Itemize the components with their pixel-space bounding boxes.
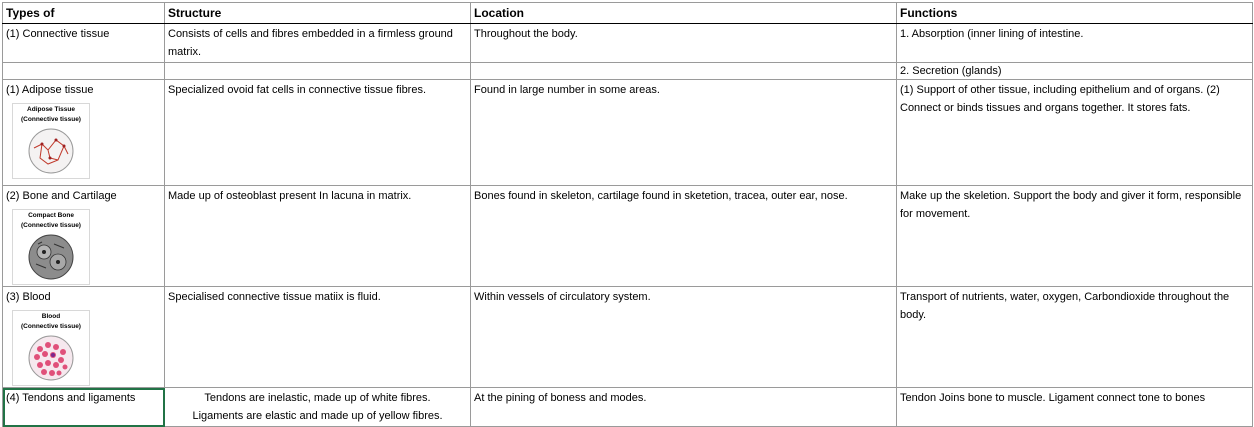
cell-structure[interactable]: Specialised connective tissue matiix is fluid. <box>165 287 471 388</box>
blood-image <box>12 310 90 386</box>
type-label: (1) Adipose tissue <box>6 84 94 96</box>
cell-location[interactable]: Within vessels of circulatory system. <box>471 287 897 388</box>
adipose-tissue-image <box>12 103 90 179</box>
cell-location[interactable] <box>471 63 897 80</box>
cell-location[interactable]: Found in large number in some areas. <box>471 80 897 186</box>
table-row <box>3 388 1253 427</box>
cell-type[interactable]: (1) Connective tissue <box>3 24 165 63</box>
table-row <box>3 63 1253 80</box>
structure-line: Ligaments are elastic and made up of yellow fibres. <box>192 410 443 422</box>
header-location[interactable]: Location <box>471 3 897 24</box>
header-types[interactable]: Types of <box>3 3 165 24</box>
type-label: (2) Bone and Cartilage <box>6 190 117 202</box>
image-title: Blood <box>41 313 61 320</box>
adipose-micrograph-icon <box>28 128 74 174</box>
image-title: Adipose Tissue <box>27 106 75 113</box>
cell-location[interactable]: At the pining of boness and modes. <box>471 388 897 427</box>
cell-functions[interactable]: 1. Absorption (inner lining of intestine. <box>897 24 1253 63</box>
cell-type[interactable] <box>3 287 165 388</box>
cell-functions[interactable]: (1) Support of other tissue, including epithelium and of organs. (2) Connect or binds tissues and organs together. It stores fats. <box>897 80 1253 186</box>
cell-structure[interactable]: Made up of osteoblast present In lacuna in matrix. <box>165 186 471 287</box>
image-subtitle: (Connective tissue) <box>21 116 81 123</box>
cell-functions[interactable]: 2. Secretion (glands) <box>897 63 1253 80</box>
cell-functions[interactable]: Tendon Joins bone to muscle. Ligament connect tone to bones <box>897 388 1253 427</box>
cell-functions[interactable]: Transport of nutrients, water, oxygen, Carbondioxide throughout the body. <box>897 287 1253 388</box>
image-title: Compact Bone <box>28 212 74 219</box>
cell-location[interactable]: Throughout the body. <box>471 24 897 63</box>
compact-bone-image <box>12 209 90 285</box>
blood-micrograph-icon <box>28 335 74 381</box>
cell-location[interactable]: Bones found in skeleton, cartilage found in sketetion, tracea, outer ear, nose. <box>471 186 897 287</box>
header-functions[interactable]: Functions <box>897 3 1253 24</box>
cell-structure[interactable]: Consists of cells and fibres embedded in a firmless ground matrix. <box>165 24 471 63</box>
image-subtitle: (Connective tissue) <box>21 323 81 330</box>
cell-type-selected[interactable]: (4) Tendons and ligaments <box>3 388 165 427</box>
table-row <box>3 80 1253 186</box>
cell-type[interactable] <box>3 80 165 186</box>
cell-structure[interactable]: Specialized ovoid fat cells in connective tissue fibres. <box>165 80 471 186</box>
table-row <box>3 186 1253 287</box>
cell-type[interactable] <box>3 186 165 287</box>
table-row <box>3 24 1253 63</box>
cell-structure[interactable] <box>165 388 471 427</box>
tissue-table <box>2 2 1253 427</box>
image-subtitle: (Connective tissue) <box>21 222 81 229</box>
header-structure[interactable]: Structure <box>165 3 471 24</box>
header-row <box>3 3 1253 24</box>
type-label: (3) Blood <box>6 291 51 303</box>
bone-micrograph-icon <box>28 234 74 280</box>
cell-functions[interactable]: Make up the skeletion. Support the body and giver it form, responsible for movement. <box>897 186 1253 287</box>
table-row <box>3 287 1253 388</box>
cell-structure[interactable] <box>165 63 471 80</box>
cell-type[interactable] <box>3 63 165 80</box>
structure-line: Tendons are inelastic, made up of white fibres. <box>204 392 431 404</box>
